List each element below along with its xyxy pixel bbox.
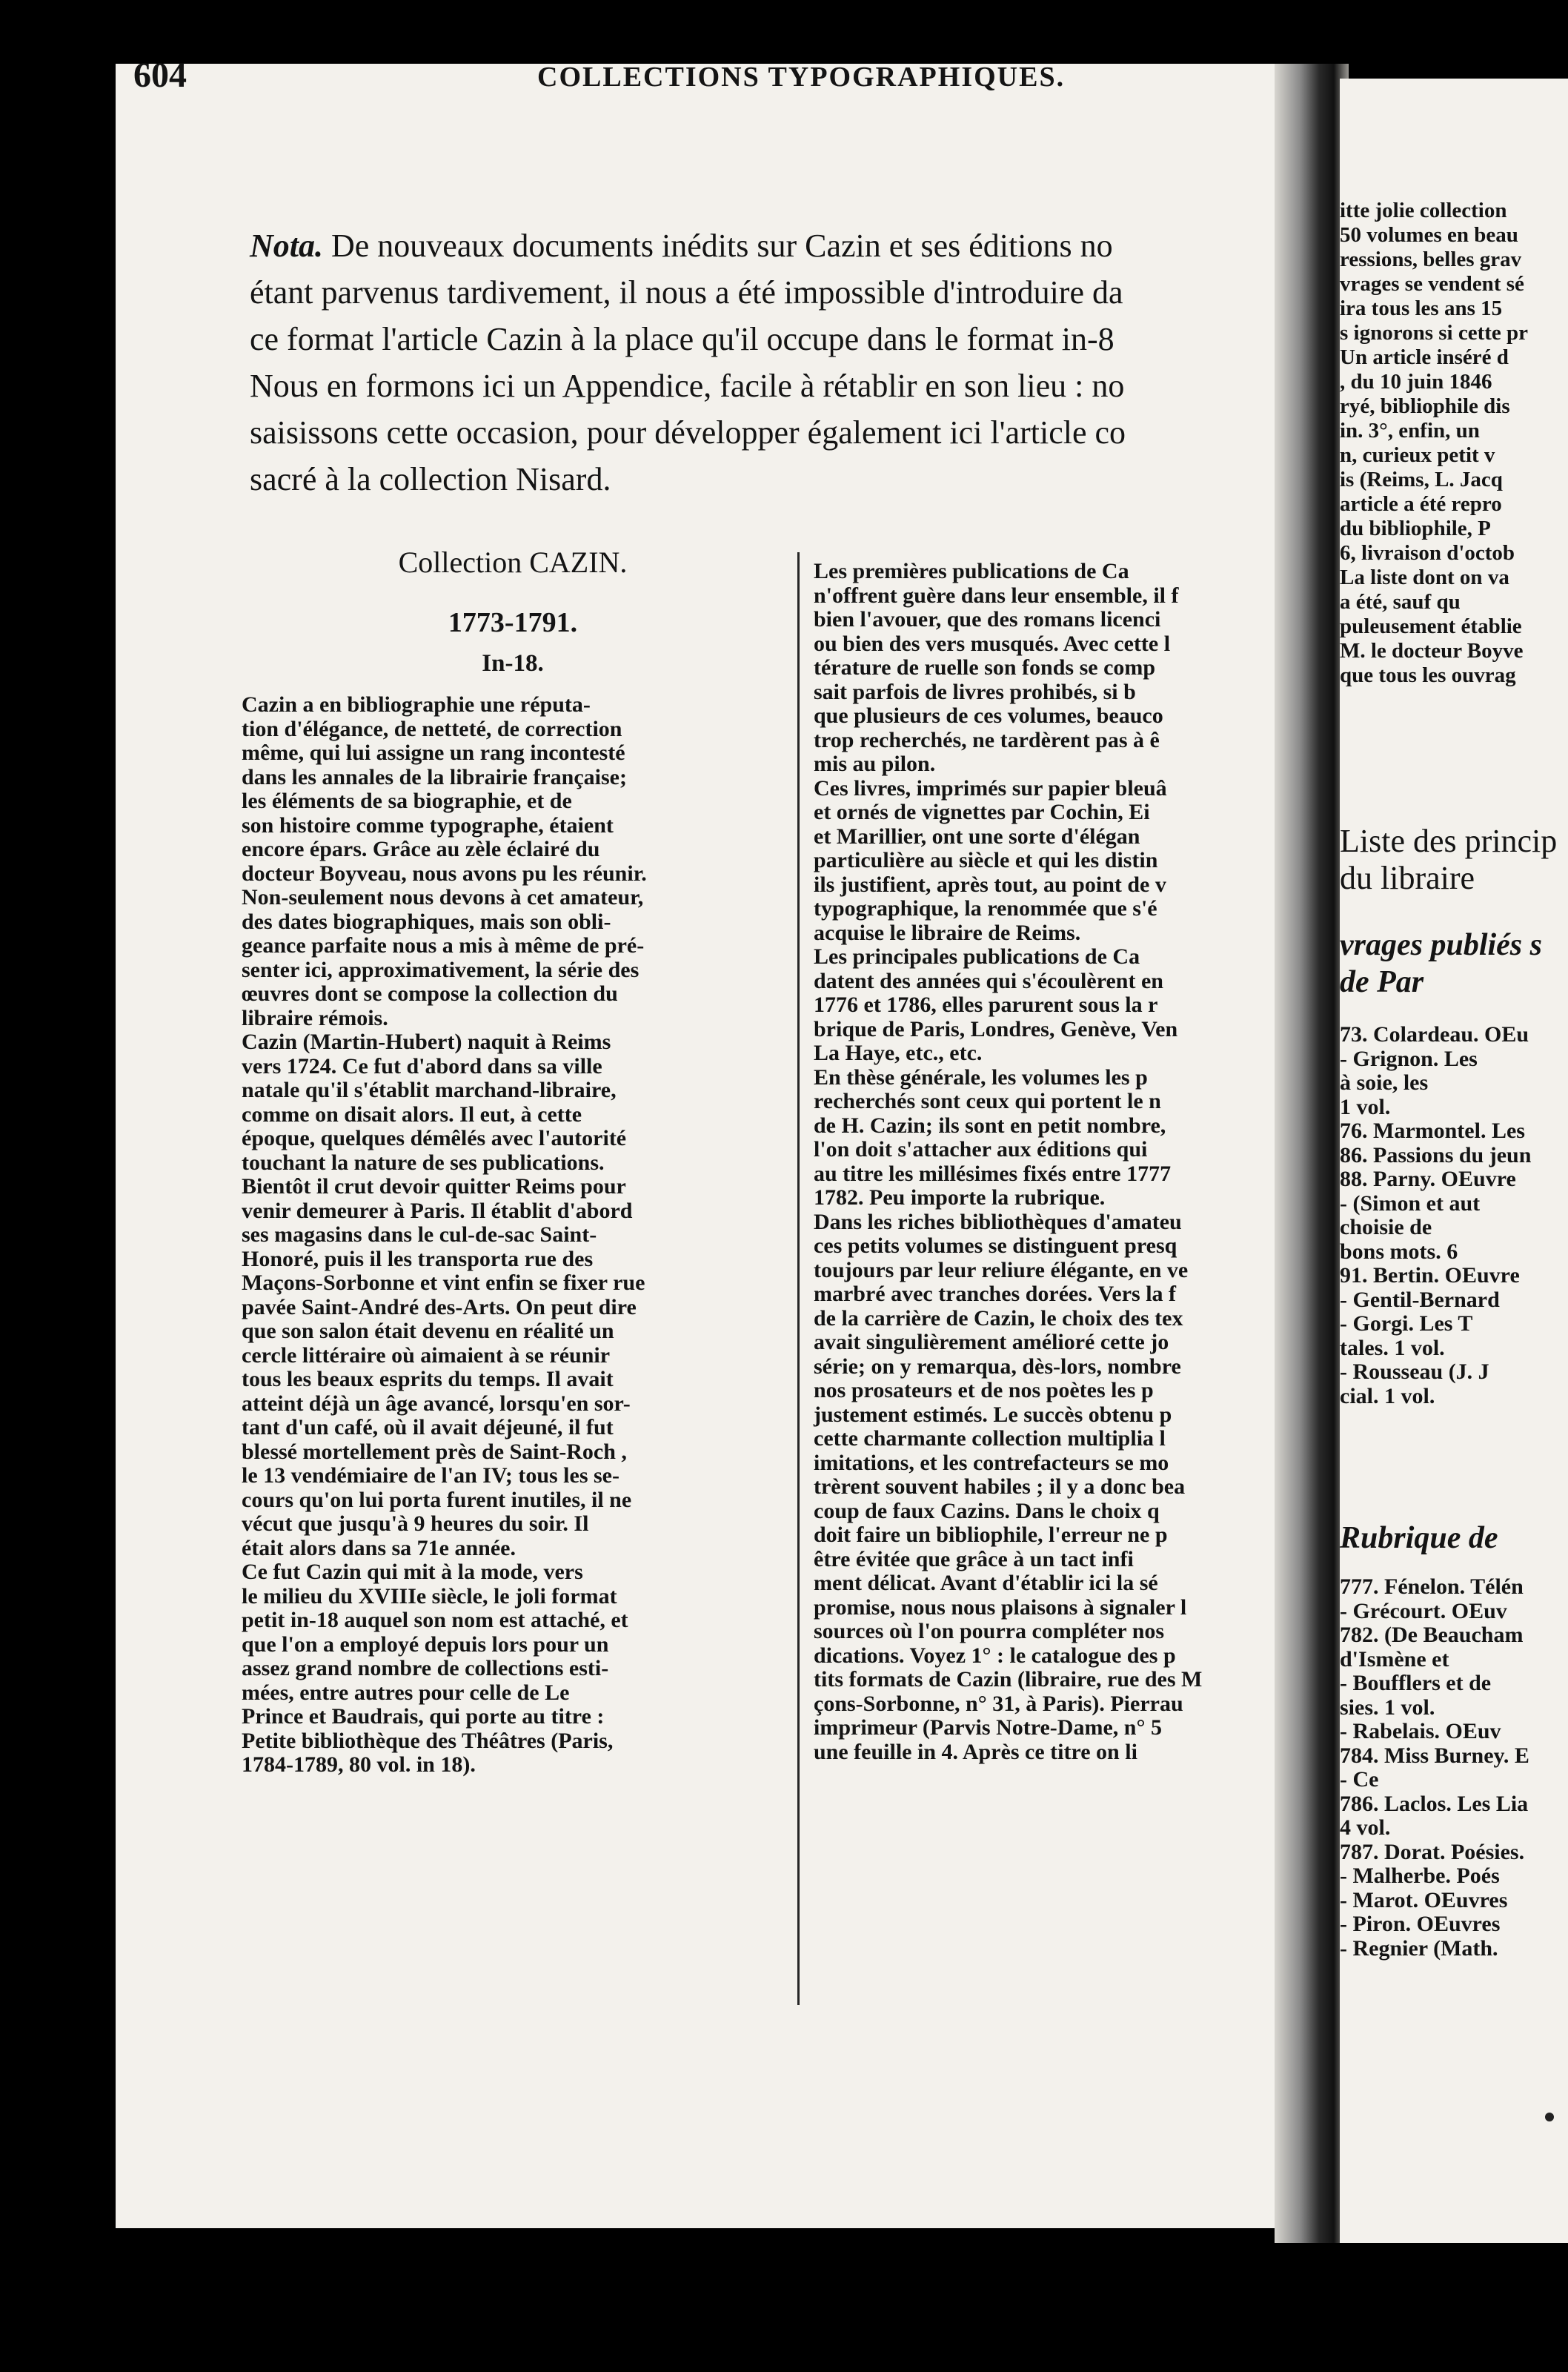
text-line: acquise le libraire de Reims. — [814, 920, 1081, 945]
text-line: 1782. Peu importe la rubrique. — [814, 1185, 1106, 1210]
heading-line: Liste des princip — [1340, 823, 1558, 859]
right-page-rubrique: Rubrique de — [1340, 1521, 1498, 1555]
text-line: toujours par leur reliure élégante, en ve — [814, 1257, 1189, 1282]
text-line: promise, nous nous plaisons à signaler l — [814, 1594, 1187, 1620]
text-line: Ces livres, imprimés sur papier bleuâ — [814, 775, 1167, 801]
text-line: La Haye, etc., etc. — [814, 1041, 983, 1065]
collection-heading: Collection CAZIN. — [398, 546, 628, 579]
collection-format: In-18. — [482, 650, 544, 677]
text-line: petit in-18 auquel son nom est attaché, et — [242, 1608, 628, 1632]
column-rule — [797, 552, 800, 2005]
text-line: ils justifient, après tout, au point de v — [814, 872, 1166, 897]
list-item: 91. Bertin. OEuvre — [1340, 1263, 1520, 1288]
text-line: marbré avec tranches dorées. Vers la f — [814, 1282, 1177, 1306]
text-line: était alors dans sa 71e année. — [242, 1535, 516, 1560]
text-line: tion d'élégance, de netteté, de correction — [242, 716, 622, 741]
text-line: recherchés sont ceux qui portent le n — [814, 1089, 1161, 1113]
text-line: La liste dont on va — [1340, 566, 1509, 589]
text-line: typographique, la renommée que s'é — [814, 896, 1157, 921]
nota-line: Nota. De nouveaux documents inédits sur Cazin et ses éditions no — [250, 228, 1113, 264]
text-line: cercle littéraire où aimaient à se réunir — [242, 1342, 611, 1368]
text-line: geance parfaite nous a mis à même de pré- — [242, 933, 645, 958]
nota-line: saisissons cette occasion, pour développer également ici l'article co — [250, 414, 1126, 451]
text-line: que tous les ouvrag — [1340, 663, 1516, 687]
list-item: - Ce — [1340, 1767, 1379, 1792]
text-line: trèrent souvent habiles ; il y a donc bea — [814, 1474, 1186, 1499]
text-line: natale qu'il s'établit marchand-libraire, — [242, 1078, 617, 1102]
running-title: COLLECTIONS TYPOGRAPHIQUES. — [537, 62, 1066, 93]
list-item: cial. 1 vol. — [1340, 1383, 1435, 1408]
right-page-heading — [1340, 823, 1568, 897]
list-item: - Gorgi. Les T — [1340, 1311, 1473, 1336]
text-line: touchant la nature de ses publications. — [242, 1150, 605, 1175]
text-line: le milieu du XVIIIe siècle, le joli format — [242, 1583, 617, 1609]
text-line: son histoire comme typographe, étaient — [242, 812, 614, 838]
middle-column — [814, 560, 1288, 1764]
text-line: les éléments de sa biographie, et de — [242, 789, 572, 813]
text-line: que plusieurs de ces volumes, beauco — [814, 703, 1163, 728]
ink-dot — [1545, 2113, 1554, 2121]
text-line: Un article inséré d — [1340, 345, 1509, 369]
text-line: imprimeur (Parvis Notre-Dame, n° 5 — [814, 1715, 1162, 1740]
text-line: libraire rémois. — [242, 1005, 388, 1030]
text-line: que son salon était devenu en réalité un — [242, 1319, 614, 1343]
text-line: même, qui lui assigne un rang incontesté — [242, 741, 625, 765]
list-item: 777. Fénelon. Télén — [1340, 1575, 1524, 1599]
text-line: nos prosateurs et de nos poètes les p — [814, 1378, 1154, 1402]
text-line: coup de faux Cazins. Dans le choix q — [814, 1498, 1160, 1523]
text-line: tant d'un café, où il avait déjeuné, il fut — [242, 1415, 614, 1440]
text-line: mées, entre autres pour celle de Le — [242, 1680, 570, 1705]
text-line: de la carrière de Cazin, le choix des tex — [814, 1305, 1183, 1331]
list-item: 782. (De Beaucham — [1340, 1623, 1524, 1647]
text-line: venir demeurer à Paris. Il établit d'abord — [242, 1198, 633, 1223]
text-line: 6, livraison d'octob — [1340, 541, 1515, 565]
text-line: ces petits volumes se distinguent presq — [814, 1233, 1177, 1258]
text-line: œuvres dont se compose la collection du — [242, 981, 618, 1006]
list-item: sies. 1 vol. — [1340, 1694, 1435, 1720]
text-line: que l'on a employé depuis lors pour un — [242, 1631, 609, 1657]
list-item: 86. Passions du jeun — [1340, 1142, 1532, 1167]
right-page-subheading — [1340, 927, 1568, 1001]
text-line: Cazin a en bibliographie une réputa- — [242, 692, 591, 717]
subheading-line: de Par — [1340, 965, 1424, 999]
text-line: vrages se vendent sé — [1340, 272, 1524, 296]
text-line: Dans les riches bibliothèques d'amateu — [814, 1209, 1182, 1234]
text-line: Maçons-Sorbonne et vint enfin se fixer rue — [242, 1271, 645, 1295]
text-line: , du 10 juin 1846 — [1340, 370, 1492, 394]
text-line: s ignorons si cette pr — [1340, 321, 1529, 345]
subheading-line: vrages publiés s — [1340, 928, 1542, 962]
list-item: - (Simon et aut — [1340, 1190, 1481, 1216]
text-line: époque, quelques démêlés avec l'autorité — [242, 1126, 627, 1150]
text-line: assez grand nombre de collections esti- — [242, 1656, 609, 1680]
text-line: puleusement établie — [1340, 614, 1522, 638]
list-item: - Gentil-Bernard — [1340, 1287, 1500, 1312]
collection-dates: 1773-1791. — [448, 607, 578, 638]
text-line: Prince et Baudrais, qui porte au titre : — [242, 1704, 605, 1729]
text-line: vécut que jusqu'à 9 heures du soir. Il — [242, 1511, 589, 1536]
list-item: 787. Dorat. Poésies. — [1340, 1839, 1525, 1864]
text-line: 50 volumes en beau — [1340, 223, 1518, 247]
right-page-list — [1340, 1023, 1568, 1408]
nota-line: ce format l'article Cazin à la place qu'il occupe dans le format in-8 — [250, 321, 1114, 357]
middle-column-text — [814, 560, 1288, 1764]
list-item: tales. 1 vol. — [1340, 1335, 1445, 1360]
nota-line: étant parvenus tardivement, il nous a été impossible d'introduire da — [250, 274, 1123, 311]
list-item: - Regnier (Math. — [1340, 1935, 1498, 1961]
text-line: Petite bibliothèque des Théâtres (Paris, — [242, 1728, 614, 1753]
running-header — [133, 55, 1568, 107]
text-line: ses magasins dans le cul-de-sac Saint- — [242, 1222, 597, 1247]
text-line: docteur Boyveau, nous avons pu les réunir. — [242, 861, 647, 886]
list-item: - Grécourt. OEuv — [1340, 1598, 1507, 1623]
nota-line: sacré à la collection Nisard. — [250, 461, 611, 497]
text-line: une feuille in 4. Après ce titre on li — [814, 1739, 1137, 1764]
heading-line: du libraire — [1340, 860, 1475, 896]
right-page-text — [1340, 199, 1568, 688]
text-line: de H. Cazin; ils sont en petit nombre, — [814, 1113, 1166, 1138]
list-item: 784. Miss Burney. E — [1340, 1743, 1529, 1768]
list-item: 1 vol. — [1340, 1094, 1391, 1119]
text-line: M. le docteur Boyve — [1340, 639, 1524, 663]
list-item: bons mots. 6 — [1340, 1239, 1458, 1264]
text-line: avait singulièrement amélioré cette jo — [814, 1330, 1169, 1354]
list-item: 4 vol. — [1340, 1815, 1391, 1840]
text-line: brique de Paris, Londres, Genève, Ven — [814, 1016, 1178, 1041]
text-line: l'on doit s'attacher aux éditions qui — [814, 1137, 1148, 1162]
text-line: pavée Saint-André des-Arts. On peut dire — [242, 1294, 637, 1319]
list-item: - Marot. OEuvres — [1340, 1887, 1508, 1912]
text-line: encore épars. Grâce au zèle éclairé du — [242, 837, 600, 861]
nota-paragraph — [250, 222, 1302, 503]
text-line: mis au pilon. — [814, 752, 936, 776]
text-line: comme on disait alors. Il eut, à cette — [242, 1101, 582, 1127]
text-line: ira tous les ans 15 — [1340, 296, 1503, 320]
text-line: ressions, belles grav — [1340, 248, 1522, 271]
nota-label: Nota. — [250, 228, 323, 264]
text-line: 1784-1789, 80 vol. in 18). — [242, 1752, 476, 1777]
list-item: - Malherbe. Poés — [1340, 1864, 1500, 1888]
text-line: 1776 et 1786, elles parurent sous la r — [814, 993, 1158, 1017]
list-item: d'Ismène et — [1340, 1646, 1449, 1672]
text-line: En thèse générale, les volumes les p — [814, 1064, 1148, 1090]
list-item: - Rousseau (J. J — [1340, 1359, 1489, 1384]
list-item: choisie de — [1340, 1215, 1432, 1239]
text-line: sources où l'on pourra compléter nos — [814, 1619, 1165, 1643]
text-line: datent des années qui s'écoulèrent en — [814, 968, 1163, 993]
list-item: - Boufflers et de — [1340, 1671, 1492, 1695]
text-line: tits formats de Cazin (libraire, rue des M — [814, 1667, 1203, 1692]
text-line: trop recherchés, ne tardèrent pas à ê — [814, 727, 1160, 752]
text-line: a été, sauf qu — [1340, 590, 1461, 614]
text-line: au titre les millésimes fixés entre 1777 — [814, 1161, 1172, 1186]
text-line: térature de ruelle son fonds se comp — [814, 655, 1156, 680]
text-line: blessé mortellement près de Saint-Roch , — [242, 1439, 627, 1464]
text-line: justement estimés. Le succès obtenu p — [814, 1402, 1172, 1427]
text-line: dans les annales de la librairie française; — [242, 764, 627, 789]
text-line: ment délicat. Avant d'établir ici la sé — [814, 1571, 1158, 1595]
text-line: ou bien des vers musqués. Avec cette l — [814, 631, 1171, 656]
text-line: article a été repro — [1340, 492, 1502, 516]
page-number: 604 — [133, 56, 187, 95]
text-line: sait parfois de livres prohibés, si b — [814, 679, 1136, 704]
text-line: et ornés de vignettes par Cochin, Ei — [814, 800, 1150, 824]
text-line: Ce fut Cazin qui mit à la mode, vers — [242, 1560, 583, 1584]
text-line: série; on y remarqua, dès-lors, nombre — [814, 1354, 1181, 1379]
text-line: vers 1724. Ce fut d'abord dans sa ville — [242, 1053, 602, 1079]
list-item: à soie, les — [1340, 1070, 1429, 1095]
text-line: particulière au siècle et qui les distin — [814, 848, 1158, 872]
left-column-text — [242, 693, 784, 1778]
list-item: - Rabelais. OEuv — [1340, 1719, 1501, 1743]
text-line: cours qu'on lui porta furent inutiles, il ne — [242, 1487, 632, 1512]
text-line: Cazin (Martin-Hubert) naquit à Reims — [242, 1030, 611, 1054]
nota-line: Nous en formons ici un Appendice, facile à rétablir en son lieu : no — [250, 368, 1125, 404]
text-line: n, curieux petit v — [1340, 443, 1495, 467]
text-line: cette charmante collection multiplia l — [814, 1426, 1166, 1451]
text-line: Les principales publications de Ca — [814, 944, 1140, 969]
text-line: bien l'avouer, que des romans licenci — [814, 607, 1161, 632]
text-line: du bibliophile, P — [1340, 517, 1491, 540]
text-line: in. 3°, enfin, un — [1340, 419, 1480, 443]
text-line: senter ici, approximativement, la série des — [242, 957, 640, 982]
text-line: imitations, et les contrefacteurs se mo — [814, 1450, 1169, 1475]
list-item: - Piron. OEuvres — [1340, 1912, 1501, 1936]
left-column — [242, 546, 784, 1778]
text-line: être évitée que grâce à un tact infi — [814, 1546, 1134, 1571]
list-item: - Grignon. Les — [1340, 1046, 1478, 1071]
text-line: Bientôt il crut devoir quitter Reims pour — [242, 1174, 626, 1199]
text-line: ryé, bibliophile dis — [1340, 394, 1510, 418]
text-line: tous les beaux esprits du temps. Il avait — [242, 1367, 614, 1391]
text-line: is (Reims, L. Jacq — [1340, 468, 1503, 491]
list-item: 88. Parny. OEuvre — [1340, 1167, 1516, 1191]
text-line: des dates biographiques, mais son obli- — [242, 909, 611, 934]
text-line: çons-Sorbonne, n° 31, à Paris). Pierrau — [814, 1691, 1183, 1716]
right-page-list-2 — [1340, 1575, 1568, 1961]
text-line: n'offrent guère dans leur ensemble, il f — [814, 583, 1179, 608]
text-line: Les premières publications de Ca — [814, 559, 1129, 583]
text-line: Non-seulement nous devons à cet amateur, — [242, 885, 644, 910]
text-line: Honoré, puis il les transporta rue des — [242, 1246, 594, 1271]
list-item: 786. Laclos. Les Lia — [1340, 1791, 1529, 1816]
list-item: 73. Colardeau. OEu — [1340, 1023, 1529, 1047]
list-item: 76. Marmontel. Les — [1340, 1119, 1525, 1143]
text-line: le 13 vendémiaire de l'an IV; tous les se- — [242, 1463, 619, 1488]
text-line: itte jolie collection — [1340, 199, 1507, 222]
text-line: atteint déjà un âge avancé, lorsqu'en sor- — [242, 1391, 631, 1416]
text-line: et Marillier, ont une sorte d'élégan — [814, 824, 1140, 849]
text-line: dications. Voyez 1° : le catalogue des p — [814, 1643, 1176, 1668]
text-line: doit faire un bibliophile, l'erreur ne p — [814, 1523, 1168, 1547]
